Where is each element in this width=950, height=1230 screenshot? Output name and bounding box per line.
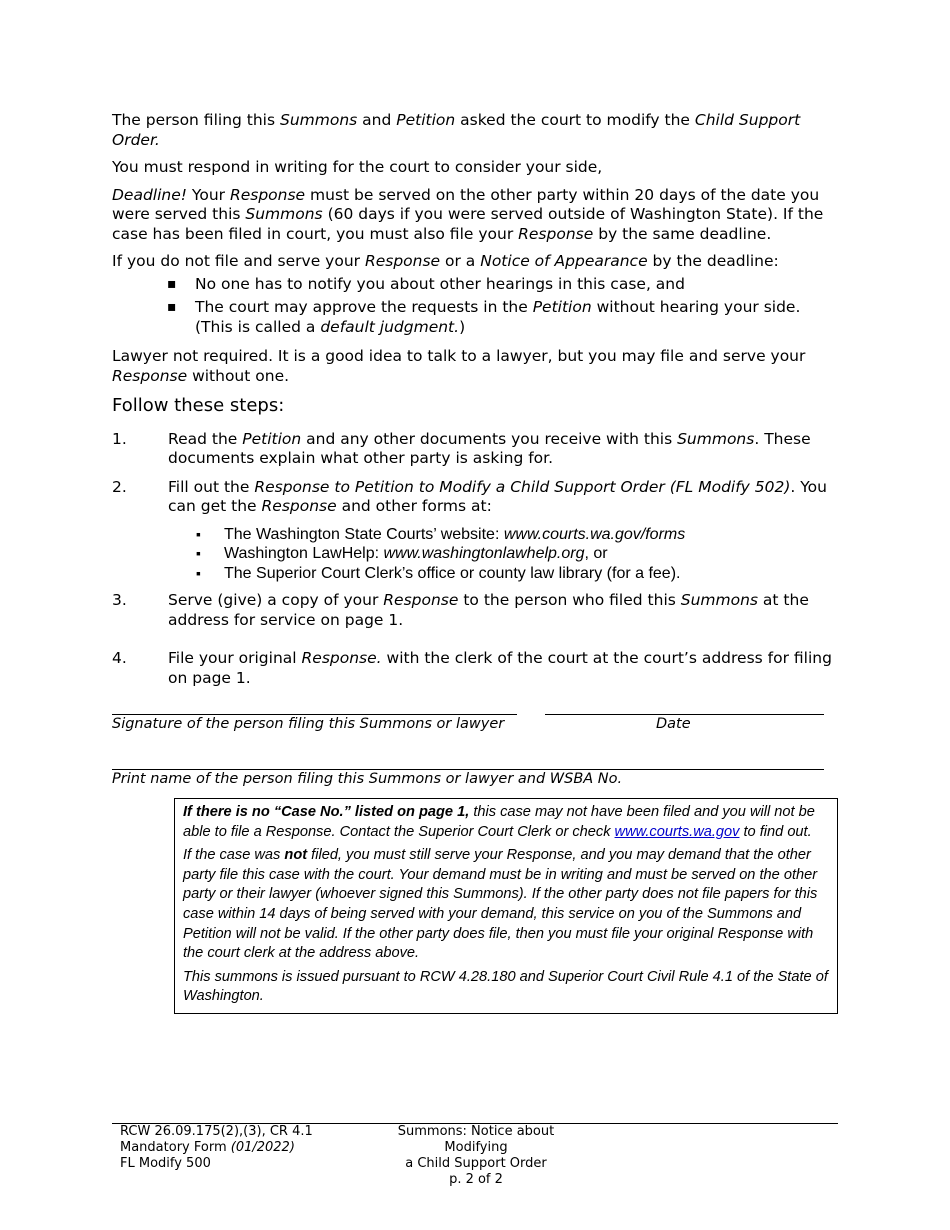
footer-left: RCW 26.09.175(2),(3), CR 4.1 Mandatory Form (01/2022) FL Modify 500	[120, 1124, 313, 1171]
footer-title: Summons: Notice about Modifying a Child Support Order p. 2 of 2	[397, 1124, 555, 1187]
consequence-list	[112, 275, 842, 338]
step-number: 4.	[112, 649, 127, 667]
courts-link[interactable]: www.courts.wa.gov	[614, 823, 740, 840]
notice-not-filed-paragraph: If the case was not filed, you must still serve your Response, and you may demand that the other party file this case with the court. Your demand must be in writing and must be served on the other party or their lawyer (whoever signed this Summons). If the other party does not file papers for this case within 14 days of being served with your demand, this service on you of the Summons and Petition will not be valid. If the other party does file, then you must file your original Response with the court clerk at the address above.	[183, 847, 818, 962]
step-number: 1.	[112, 429, 127, 448]
step-1: 1. Read the Petition and any other documents you receive with this Summons. These documents explain what other party is asking for.	[112, 429, 811, 467]
signature-line[interactable]	[112, 714, 517, 715]
date-line[interactable]	[545, 714, 824, 715]
respond-paragraph: You must respond in writing for the court to consider your side,	[112, 158, 603, 176]
list-item: ▪ No one has to notify you about other hearings in this case, and	[112, 275, 842, 295]
print-name-label: Print name of the person filing this Summons or lawyer and WSBA No.	[112, 771, 623, 787]
step-number: 3.	[112, 591, 127, 609]
intro-paragraph: The person filing this Summons and Petition asked the court to modify the Child Support Order.	[112, 111, 801, 149]
list-item: ▪ The Superior Court Clerk’s office or county law library (for a fee).	[168, 564, 842, 584]
list-item: ▪ The court may approve the requests in the Petition without hearing your side. (This is called a default judgment.)	[112, 298, 842, 337]
notice-box	[174, 798, 838, 1014]
step-2: 2. Fill out the Response to Petition to Modify a Child Support Order (FL Modify 502). You can get the Response and other forms at: ▪ The Washington State Courts’ website: www.courts.wa.gov/forms ▪ Washington LawHelp: www.washingtonlawhelp.org, or ▪ The Superior Court Clerk’s office or county law library (for a fee).	[112, 478, 842, 584]
steps-heading: Follow these steps:	[112, 395, 285, 416]
step-4: 4. File your original Response. with the clerk of the court at the court’s address for filing on page 1.	[112, 649, 832, 687]
forms-source-list	[168, 525, 842, 584]
notice-authority-paragraph: This summons is issued pursuant to RCW 4.28.180 and Superior Court Civil Rule 4.1 of the State of Washington.	[183, 968, 828, 1005]
notice-case-no-paragraph: If there is no “Case No.” listed on page 1, this case may not have been filed and you will not be able to file a Response. Contact the Superior Court Clerk or check www.courts.wa.gov to find out.	[183, 804, 815, 840]
lawyer-paragraph: Lawyer not required. It is a good idea to talk to a lawyer, but you may file and serve your Response without one.	[112, 347, 806, 385]
consequence-paragraph: If you do not file and serve your Response or a Notice of Appearance by the deadline:	[112, 252, 779, 270]
step-number: 2.	[112, 477, 127, 496]
signature-label: Signature of the person filing this Summons or lawyer	[112, 716, 505, 732]
deadline-paragraph: Deadline! Your Response must be served on the other party within 20 days of the date you were served this Summons (60 days if you were served outside of Washington State). If the case has been filed in court, you must also file your Response by the same deadline.	[112, 185, 824, 243]
main-content	[112, 111, 842, 696]
list-item: ▪ Washington LawHelp: www.washingtonlawhelp.org, or	[168, 544, 842, 564]
list-item: ▪ The Washington State Courts’ website: www.courts.wa.gov/forms	[168, 525, 842, 545]
print-name-line[interactable]	[112, 769, 824, 770]
step-3: 3. Serve (give) a copy of your Response to the person who filed this Summons at the address for service on page 1.	[112, 591, 809, 629]
date-label: Date	[656, 716, 691, 732]
